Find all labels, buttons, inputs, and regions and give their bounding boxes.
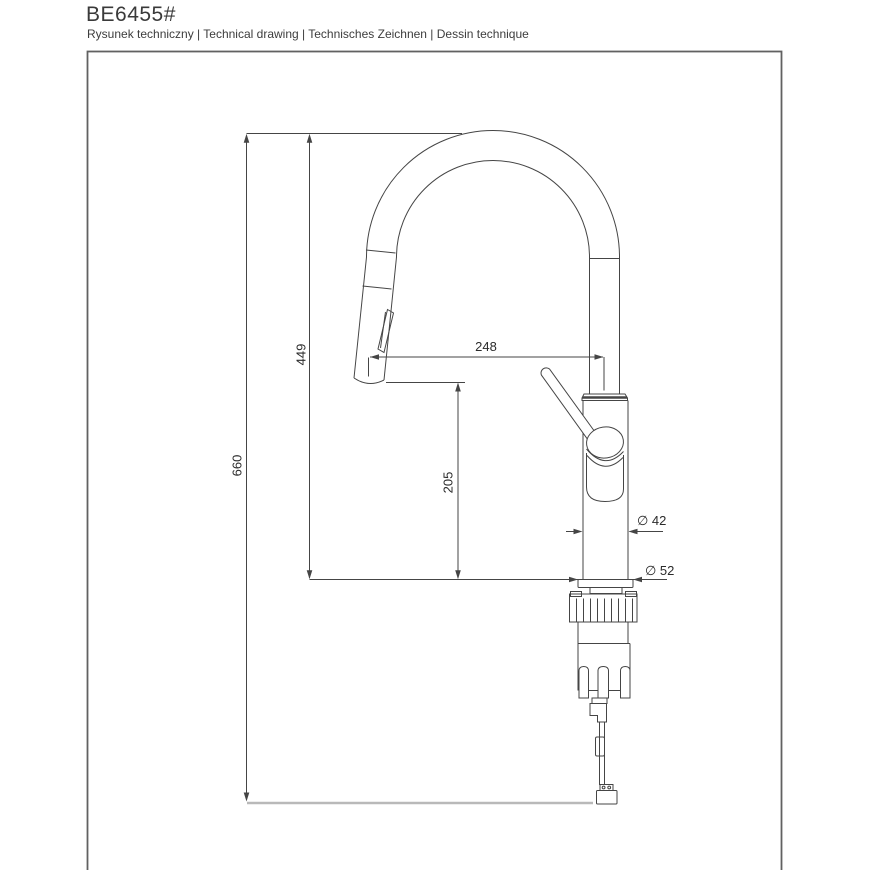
product-code: BE6455#	[86, 3, 176, 26]
dim-outlet-height: 205	[440, 471, 456, 494]
dim-overall-height: 660	[229, 454, 245, 477]
drawing-subtitle: Rysunek techniczny | Technical drawing | Technisches Zeichnen | Dessin technique	[87, 27, 529, 41]
dim-body-diameter: ∅ 42	[637, 513, 667, 528]
drawing-frame	[88, 52, 782, 870]
dim-height-above-deck: 449	[293, 343, 309, 366]
dim-spout-reach: 248	[475, 339, 497, 354]
dim-base-diameter: ∅ 52	[645, 563, 675, 578]
